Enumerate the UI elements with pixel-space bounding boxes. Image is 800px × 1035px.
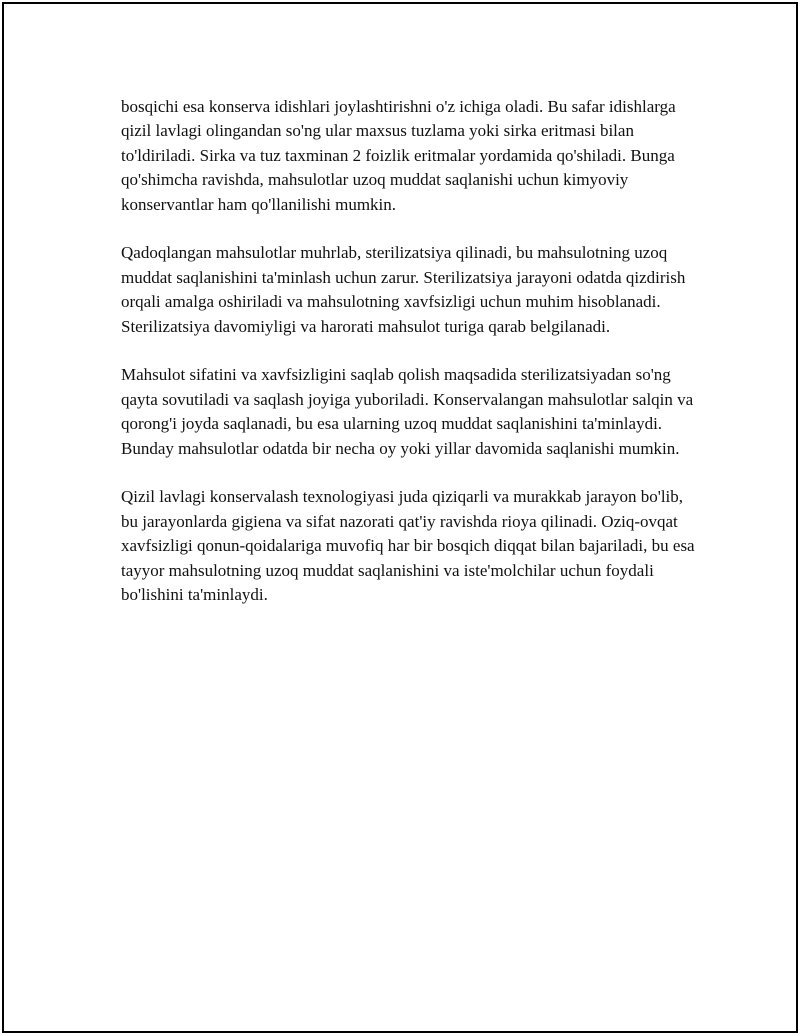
paragraph-cooling-storage: Mahsulot sifatini va xavfsizligini saqlab qolish maqsadida sterilizatsiyadan so'ng qayta sovutiladi va saqlash joyiga yuboriladi. Konservalangan mahsulotlar salqin va qorong'i joyda saqlanadi, bu esa ularning uzoq muddat saqlanishini ta'minlaydi. Bunday mahsulotlar odatda bir necha oy yoki yillar davomida saqlanishi mumkin. <box>121 365 694 458</box>
paragraph-sterilization: Qadoqlangan mahsulotlar muhrlab, sterilizatsiya qilinadi, bu mahsulotning uzoq muddat saqlanishini ta'minlash uchun zarur. Sterilizatsiya jarayoni odatda qizdirish orqali amalga oshiriladi va mahsulotning xavfsizligi uchun muhim hisoblanadi. Sterilizatsiya davomiyligi va harorati mahsulot turiga qarab belgilanadi. <box>121 243 686 336</box>
document-body <box>121 95 701 632</box>
paragraph-conclusion: Qizil lavlagi konservalash texnologiyasi juda qiziqarli va murakkab jarayon bo'lib, bu jarayonlarda gigiena va sifat nazorati qat'iy ravishda rioya qilinadi. Oziq-ovqat xavfsizligi qonun-qoidalariga muvofiq har bir bosqich diqqat bilan bajariladi, bu esa tayyor mahsulotning uzoq muddat saqlanishini va iste'molchilar uchun foydali bo'lishini ta'minlaydi. <box>121 487 695 605</box>
paragraph-sealing-intro: bosqichi esa konserva idishlari joylashtirishni o'z ichiga oladi. Bu safar idishlarga qizil lavlagi olingandan so'ng ular maxsus tuzlama yoki sirka eritmasi bilan to'ldiriladi. Sirka va tuz taxminan 2 foizlik eritmalar yordamida qo'shiladi. Bunga qo'shimcha ravishda, mahsulotlar uzoq muddat saqlanishi uchun kimyoviy konservantlar ham qo'llanilishi mumkin. <box>121 97 676 214</box>
document-page <box>2 2 798 1033</box>
